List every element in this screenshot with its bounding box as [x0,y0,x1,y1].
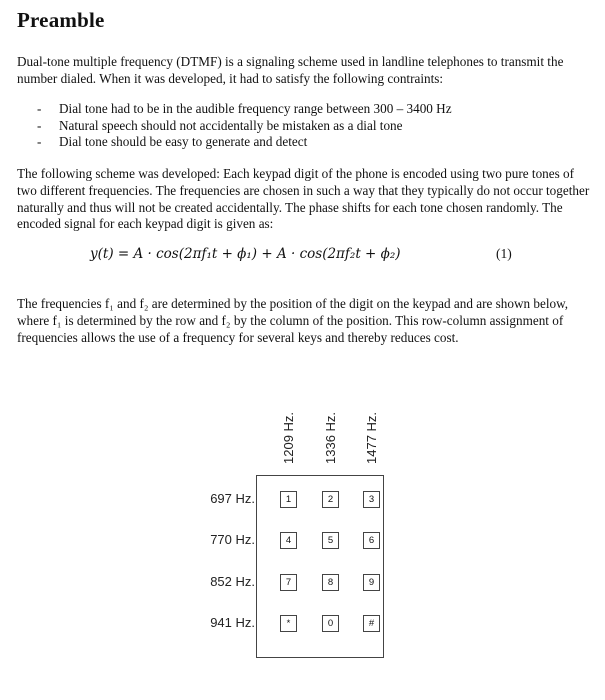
scheme-paragraph: The following scheme was developed: Each keypad digit of the phone is encoded using two pure tones of two different frequencies. The frequencies are chosen in such a way that they typically do not occur together naturally and thus will not be created accidentally. The phase shifts for each tone chosen randomly. The encoded signal for each keypad digit is given as: [17,166,590,232]
constraint-text: Natural speech should not accidentally be mistaken as a dial tone [59,117,403,133]
list-item: - Natural speech should not accidentally be mistaken as a dial tone [37,117,403,133]
intro-paragraph: Dual-tone multiple frequency (DTMF) is a signaling scheme used in landline telephones to transmit the number dialed. When it was developed, it had to satisfy the following contraints: [17,54,564,86]
constraints-list [37,101,452,151]
keypad-key: 4 [280,532,297,549]
column-frequency-label: 1336 Hz. [323,411,338,464]
dtmf-keypad-figure [180,390,420,690]
keypad-key: 5 [322,532,339,549]
row-frequency-label: 770 Hz. [210,532,255,547]
signal-equation: y(t) = A · cos(2πf₁t + ϕ₁) + A · cos(2πf₂t + ϕ₂) [90,246,401,262]
page-title: Preamble [17,8,105,32]
keypad-key: 3 [363,491,380,508]
keypad-key: 1 [280,491,297,508]
keypad-key: 2 [322,491,339,508]
row-frequency-label: 941 Hz. [210,615,255,630]
constraint-text: Dial tone had to be in the audible frequency range between 300 – 3400 Hz [59,101,452,116]
list-item: - Dial tone had to be in the audible frequency range between 300 – 3400 Hz [37,101,452,116]
column-frequency-label: 1209 Hz. [281,411,296,464]
row-frequency-label: 852 Hz. [210,574,255,589]
row-frequency-label: 697 Hz. [210,491,255,506]
keypad [256,475,384,658]
equation-number: (1) [496,246,512,261]
list-item: - Dial tone should be easy to generate and detect [37,134,308,149]
keypad-key: * [280,615,297,632]
frequency-paragraph: The frequencies f₁ and f₂ are determined by the position of the digit on the keypad and are shown below, where f₁ is determined by the row and f₂ by the column of the position. This row-column assignment of frequencies allows the use of a frequency for several keys and thereby reduces cost. [17,296,569,345]
keypad-key: # [363,615,380,632]
keypad-key: 0 [322,615,339,632]
keypad-key: 7 [280,574,297,591]
constraint-text: Dial tone should be easy to generate and detect [59,134,308,149]
keypad-key: 9 [363,574,380,591]
keypad-key: 8 [322,574,339,591]
column-frequency-label: 1477 Hz. [364,411,379,464]
keypad-key: 6 [363,532,380,549]
